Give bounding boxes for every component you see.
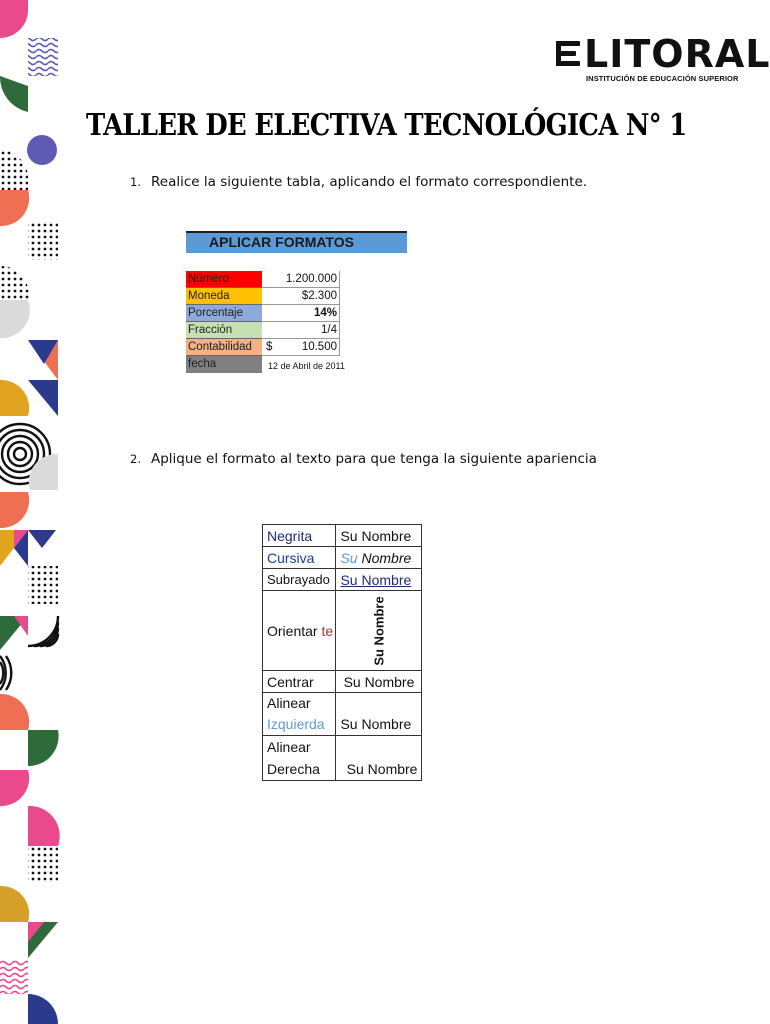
appearance-table [262,524,422,781]
table-row [186,339,340,356]
table-row [263,671,422,693]
table-row [263,693,422,736]
table-row [263,547,422,569]
row-value [336,547,422,569]
row-label [263,693,336,736]
table-row [186,305,340,322]
row-label: Negrita [263,525,336,547]
row-value: Su Nombre [336,671,422,693]
row-value [262,339,340,356]
instruction-text: Realice la siguiente tabla, aplicando el formato correspondiente. [151,174,588,190]
italic-part-1: Su [340,549,358,566]
row-label: Moneda [186,288,262,305]
row-value: Su Nombre [336,525,422,547]
accounting-value: 10.500 [301,341,337,353]
rotated-text: Su Nombre [371,595,387,666]
row-value: Su Nombre [336,736,422,781]
table-row [263,591,422,671]
row-value: 12 de Abril de 2011 [262,356,356,373]
format-table-header: APLICAR FORMATOS [186,231,407,253]
table-row [263,569,422,591]
table-row [263,736,422,781]
row-value: 1/4 [262,322,340,339]
label-line-1: Alinear [267,695,311,711]
row-label: Subrayado [263,569,336,591]
row-label: Porcentaje [186,305,262,322]
row-value: 1.200.000 [262,271,340,288]
row-label: Cursiva [263,547,336,569]
row-value: 14% [262,305,340,322]
clipped-label-text: te [321,622,334,639]
row-label: Número [186,271,262,288]
row-value: $2.300 [262,288,340,305]
institution-logo [556,32,770,86]
label-line-1: Alinear [267,739,311,755]
page-title: TALLER DE ELECTIVA TECNOLÓGICA N° 1 [86,108,687,143]
currency-symbol: $ [266,341,273,353]
instruction-text: Aplique el formato al texto para que tenga la siguiente apariencia [151,451,597,467]
row-label: fecha [186,356,262,373]
row-label [263,591,336,671]
row-label [263,736,336,781]
table-row [186,271,340,288]
instruction-number: 1. [130,175,141,189]
italic-part-2: Nombre [361,549,412,566]
table-row [263,525,422,547]
table-row [186,356,356,373]
row-value [336,591,422,671]
orientation-label: Orientar [267,622,318,639]
table-row [186,322,340,339]
row-label: Centrar [263,671,336,693]
instruction-number: 2. [130,452,141,466]
label-line-2: Derecha [267,761,320,777]
row-label: Contabilidad [186,339,262,356]
decorative-pattern-strip [0,0,60,1024]
logo-wordmark: LITORAL [584,32,770,76]
logo-subtitle: INSTITUCIÓN DE EDUCACIÓN SUPERIOR [586,74,739,83]
table-row [186,288,340,305]
logo-stripes-icon [556,38,582,70]
label-line-2: Izquierda [267,716,325,732]
row-value: Su Nombre [336,693,422,736]
row-value: Su Nombre [336,569,422,591]
row-label: Fracción [186,322,262,339]
